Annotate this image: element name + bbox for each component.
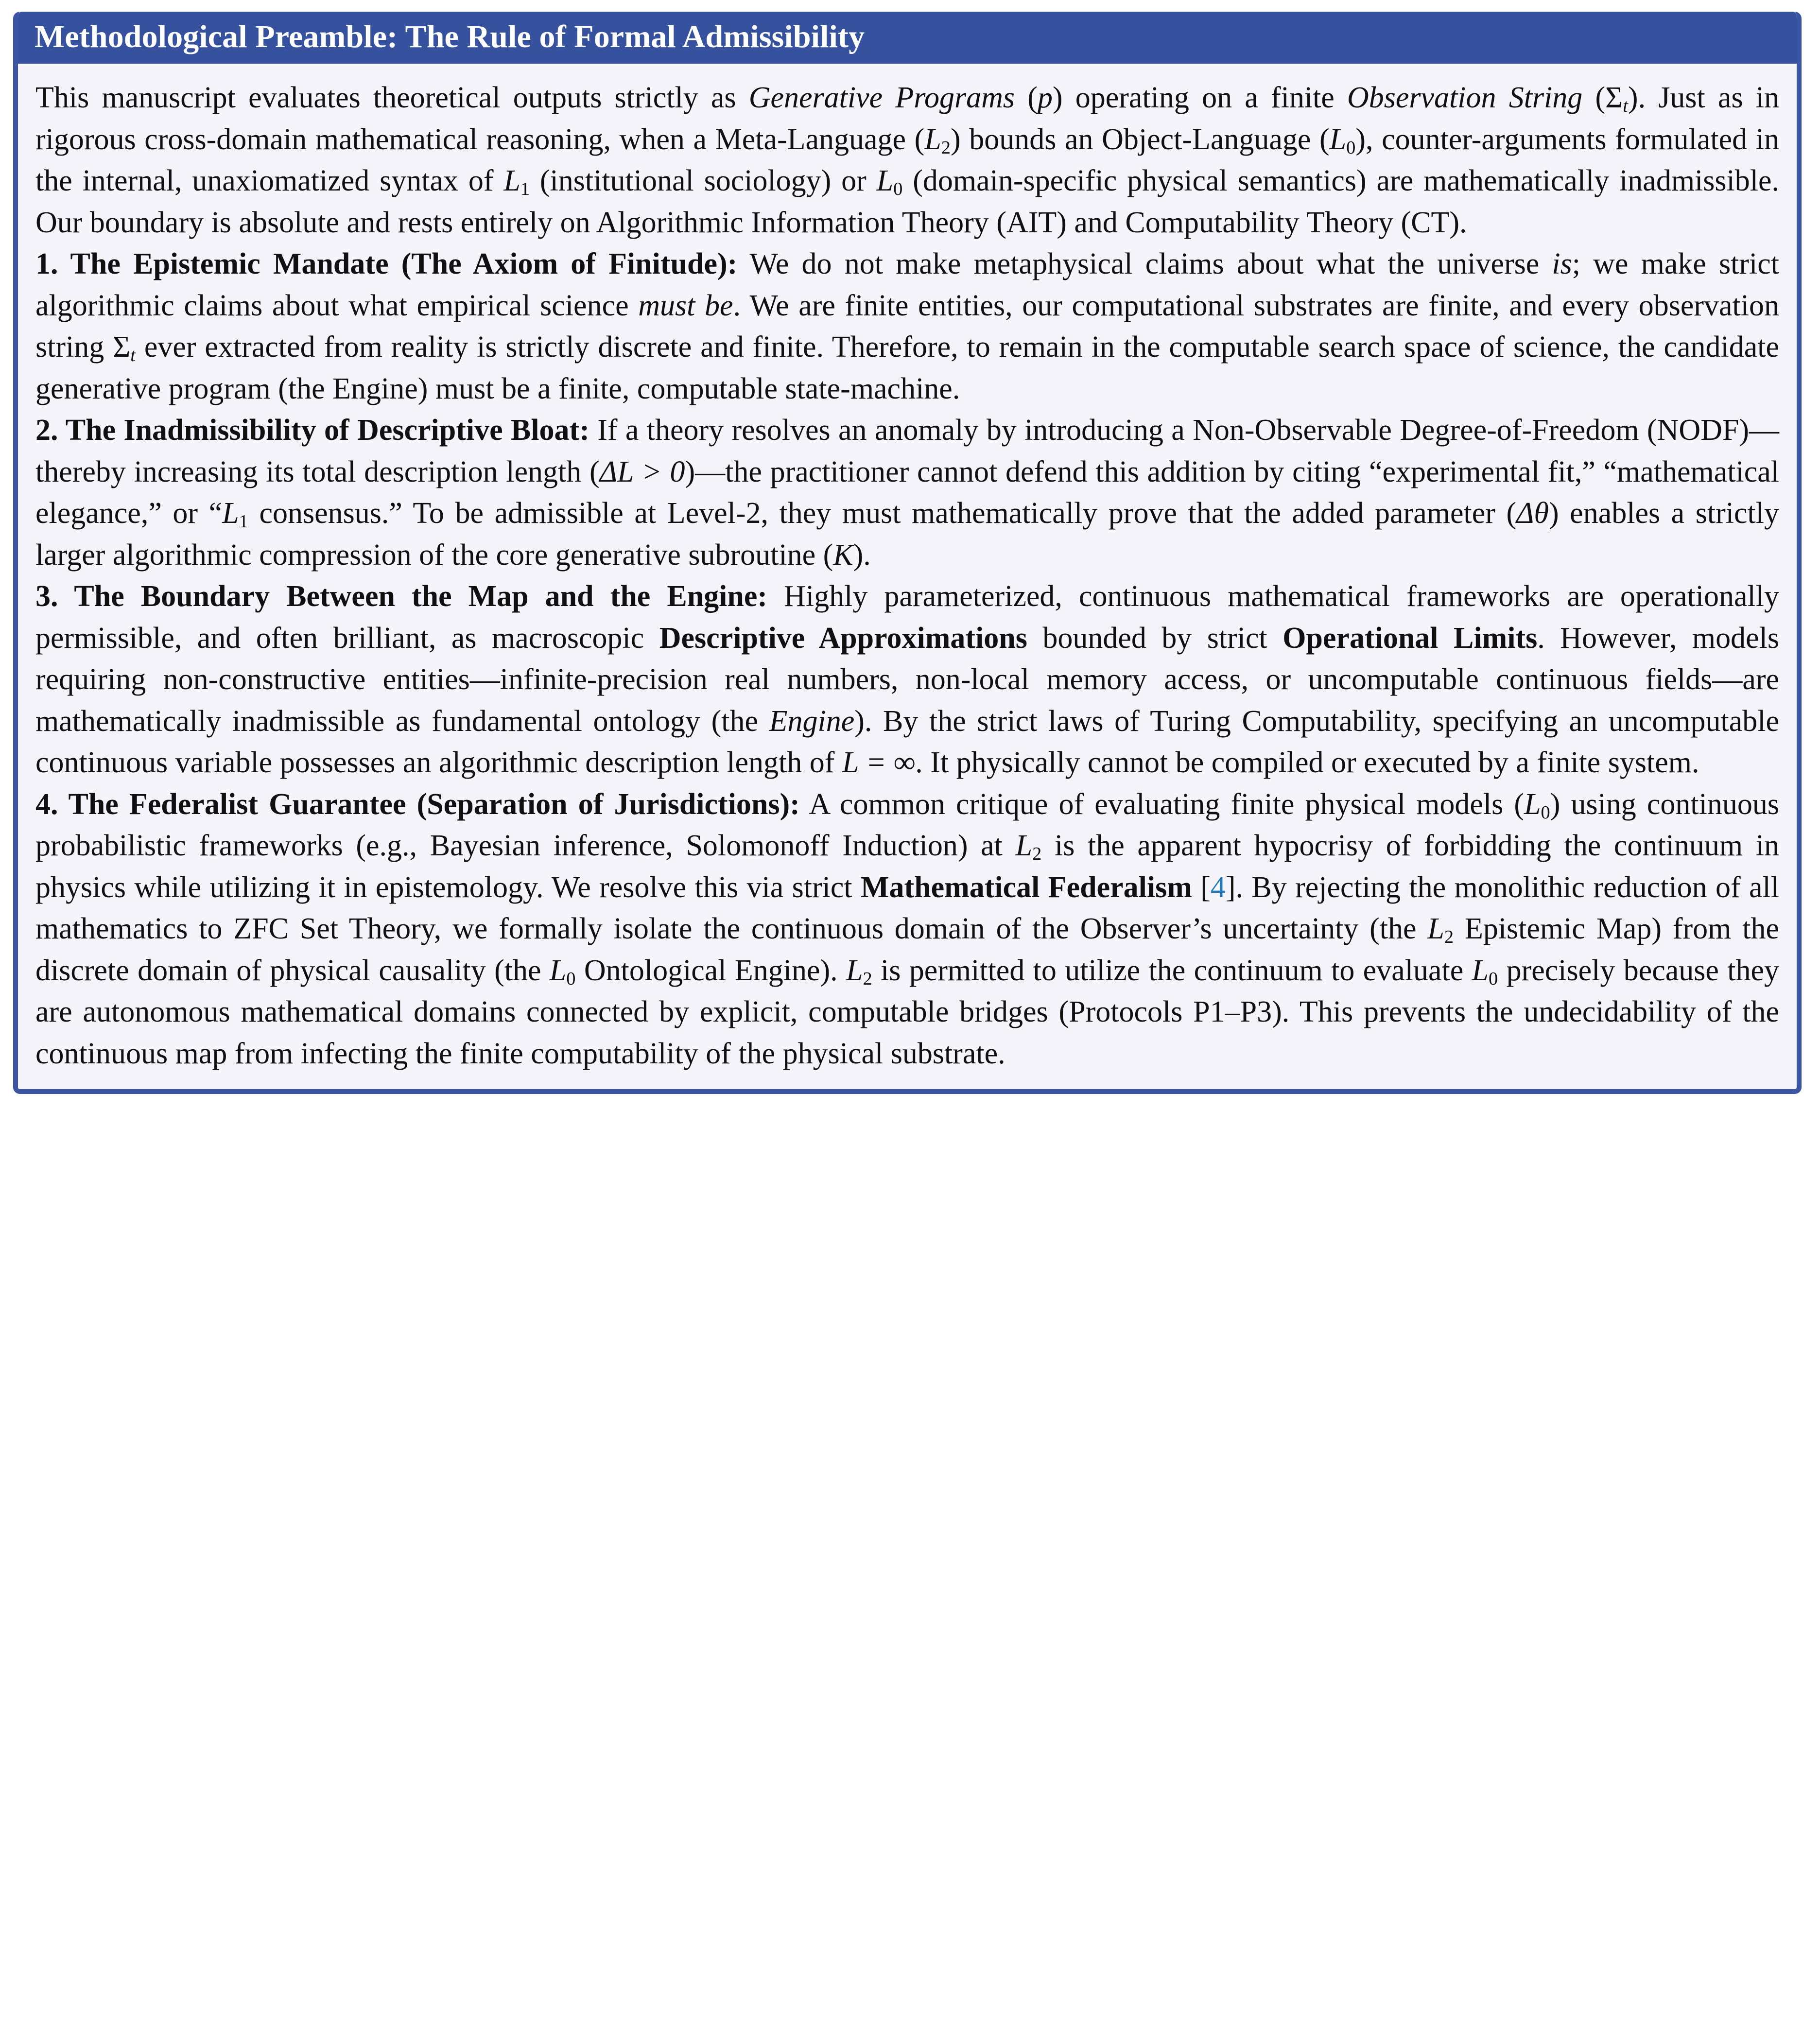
math-L-subscript: 0 (1489, 968, 1498, 989)
item4-heading: 4. The Federalist Guarantee (Separation of Jurisdictions): (35, 787, 800, 821)
text-run: We do not make metaphysical claims about what the universe (737, 247, 1552, 280)
item3-heading: 3. The Boundary Between the Map and the Engine: (35, 580, 768, 613)
math-L-subscript: 1 (520, 179, 530, 200)
math-L: L (1015, 829, 1033, 862)
math-L: L (1427, 912, 1444, 945)
text-run: ; we make strict algorithmic claims about what empirical science (35, 247, 1779, 322)
paragraph-item1 (35, 243, 1779, 410)
math-p: p (1037, 81, 1053, 114)
text-run: Epistemic Map) from the discrete domain of physical causality (the (35, 912, 1779, 987)
text-run: consensus.” To be admissible at Level-2, they must mathematically prove that the added parameter ( (248, 497, 1517, 530)
math-L: L (549, 954, 567, 987)
text-run: A common critique of evaluating finite physical models ( (799, 787, 1525, 821)
emphasis-must-be: must be (638, 289, 733, 322)
math-L: L (1524, 787, 1541, 821)
math-L-subscript: 1 (239, 511, 248, 532)
text-run: ). Just as in rigorous cross-domain mathematical reasoning, when a Meta-Language ( (35, 81, 1779, 156)
text-run: )—the practitioner cannot defend this addition by citing “experimental fit,” “mathematical elegance,” or “ (35, 455, 1780, 530)
emphasis-engine: Engine (769, 704, 855, 738)
text-run: precisely because they are autonomous mathematical domains connected by explicit, computable bridges (Protocols P1–P3). This prevents the undecidability of the continuous map from infecting the finite computability of the physical substrate. (35, 954, 1779, 1070)
item1-heading: 1. The Epistemic Mandate (The Axiom of Finitude): (35, 247, 738, 280)
text-run: is permitted to utilize the continuum to evaluate (872, 954, 1472, 987)
math-L: L (1329, 122, 1347, 156)
math-L: L (503, 164, 520, 197)
math-L-subscript: 0 (1346, 137, 1356, 158)
math-L: L (924, 122, 941, 156)
math-L-subscript: 0 (566, 968, 576, 989)
text-run: ) bounds an Object-Language ( (950, 122, 1330, 156)
math-sigma: Σ (1605, 81, 1623, 114)
text-run: This manuscript evaluates theoretical outputs strictly as (35, 81, 749, 114)
text-run: Ontological Engine). (575, 954, 846, 987)
methodological-preamble-box (13, 12, 1802, 1094)
text-run: ) using continuous probabilistic frameworks (e.g., Bayesian inference, Solomonoff Induction) at (35, 787, 1780, 862)
math-delta-theta: Δθ (1516, 497, 1549, 530)
paragraph-item4 (35, 784, 1779, 1075)
text-run: bounded by strict (1027, 621, 1283, 655)
math-L: L (222, 497, 239, 530)
text-run: ), counter-arguments formulated in the internal, unaxiomatized syntax of (35, 122, 1779, 197)
text-run: ). By the strict laws of Turing Computability, specifying an uncomputable continuous variable possesses an algorithmic description length of (35, 704, 1779, 779)
text-run: Highly parameterized, continuous mathematical frameworks are operationally permissible, and often brilliant, as macroscopic (35, 580, 1780, 655)
text-run: . It physically cannot be compiled or executed by a finite system. (915, 746, 1699, 779)
math-L-subscript: 2 (1032, 844, 1042, 865)
paragraph-intro (35, 77, 1779, 243)
text-run: [ (1192, 870, 1211, 904)
text-run: ( (1015, 81, 1038, 114)
bold-descriptive-approximations: Descriptive Approximations (659, 621, 1027, 655)
emphasis-generative-programs: Generative Programs (748, 81, 1015, 114)
math-L-subscript: 0 (893, 179, 903, 200)
math-delta-L-gt-zero: ΔL > 0 (599, 455, 685, 488)
math-L-equals-infinity: L = ∞ (842, 746, 916, 779)
paragraph-item3 (35, 576, 1779, 784)
math-L-subscript: 2 (1444, 927, 1454, 948)
text-run: is the apparent hypocrisy of forbidding the continuum in physics while utilizing it in epistemology. We resolve this via strict (35, 829, 1779, 904)
math-L: L (876, 164, 894, 197)
math-L-subscript: 0 (1541, 802, 1550, 823)
math-L: L (846, 954, 863, 987)
text-run: . We are finite entities, our computational substrates are finite, and every observation string (35, 289, 1779, 364)
text-run: ( (1582, 81, 1606, 114)
bold-mathematical-federalism: Mathematical Federalism (860, 870, 1192, 904)
paragraph-item2 (35, 410, 1779, 576)
bold-operational-limits: Operational Limits (1283, 621, 1538, 655)
text-run: ) operating on a finite (1052, 81, 1347, 114)
math-sigma: Σ (113, 330, 131, 364)
text-run: ever extracted from reality is strictly discrete and finite. Therefore, to remain in the computable search space of science, the candidate generative program (the Engine) must be a finite, computable state-machine. (35, 330, 1780, 405)
math-L: L (1472, 954, 1489, 987)
preamble-body (18, 64, 1797, 1089)
math-sigma-subscript: t (1623, 96, 1628, 117)
text-run: ]. By rejecting the monolithic reduction of all mathematics to ZFC Set Theory, we formally isolate the continuous domain of the Observer’s uncertainty (the (35, 870, 1780, 945)
text-run: . However, models requiring non-constructive entities—infinite-precision real numbers, non-local memory access, or uncomputable continuous fields—are mathematically inadmissible as fundamental ontology (the (35, 621, 1779, 738)
text-run: (institutional sociology) or (530, 164, 877, 197)
emphasis-observation-string: Observation String (1347, 81, 1583, 114)
math-L-subscript: 2 (941, 137, 951, 158)
math-sigma-subscript: t (130, 345, 136, 366)
math-K: K (833, 538, 853, 572)
preamble-title-bar (18, 12, 1797, 64)
math-L-subscript: 2 (863, 968, 872, 989)
text-run: (domain-specific physical semantics) are mathematically inadmissible. Our boundary is absolute and rests entirely on Algorithmic Information Theory (AIT) and Computability Theory (CT). (35, 164, 1780, 239)
text-run: ) enables a strictly larger algorithmic compression of the core generative subroutine ( (35, 497, 1779, 572)
text-run: ). (853, 538, 871, 572)
text-run: If a theory resolves an anomaly by introducing a Non-Observable Degree-of-Freedom (NODF)—thereby increasing its total description length ( (35, 414, 1780, 488)
page-title: Methodological Preamble: The Rule of Formal Admissibility (35, 19, 865, 54)
citation-link-4[interactable]: 4 (1210, 870, 1226, 904)
item2-heading: 2. The Inadmissibility of Descriptive Bloat: (35, 414, 589, 447)
emphasis-is: is (1552, 247, 1572, 280)
